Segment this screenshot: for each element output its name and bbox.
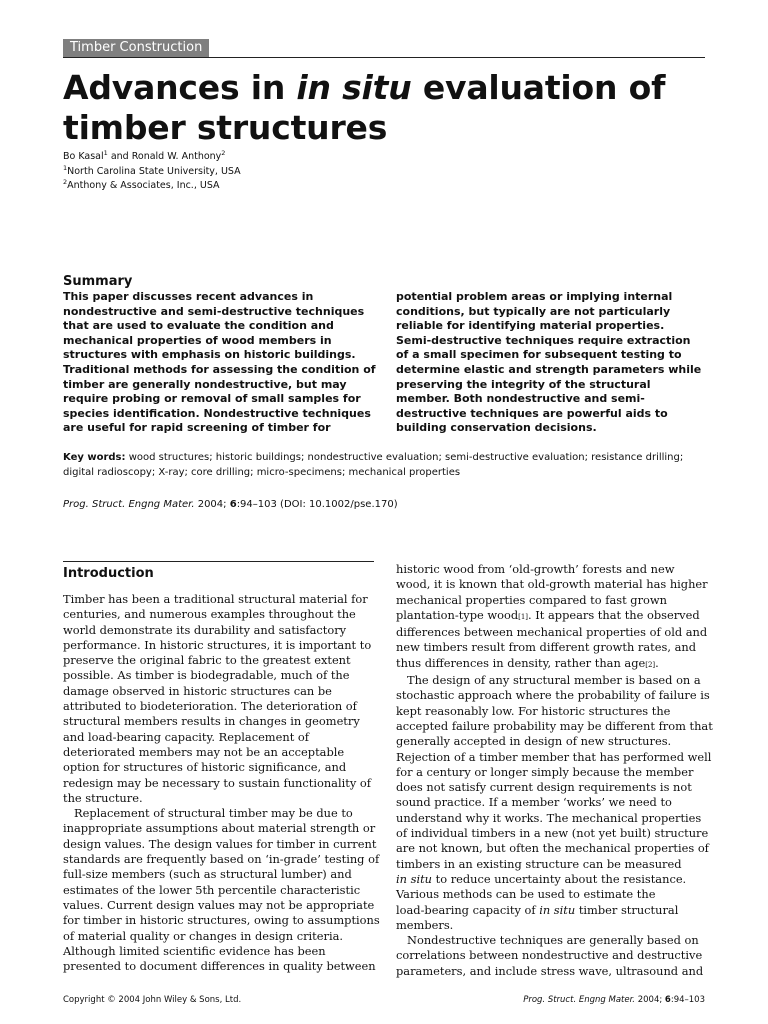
body-line: centuries, and numerous examples throughout the [63,607,356,622]
body-line: parameters, and include stress wave, ultrasound and [396,963,704,978]
body-line: of material quality or changes in design criteria. [63,928,344,943]
body-line: differences between mechanical properties of old and [396,625,708,640]
header-rule [63,57,705,58]
summary-line: This paper discusses recent advances in [63,290,314,303]
keywords-text-1: wood structures; historic buildings; nondestructive evaluation; semi-destructive evaluation; resistance drilling; [128,452,684,463]
title-part2: evaluation of [411,68,666,107]
body-italic: in situ [539,902,576,917]
body-segment: timber structural [575,902,679,917]
body-line: members. [396,917,454,932]
author-connector: and Ronald W. Anthony [107,151,222,162]
body-line: redesign may be necessary to sustain functionality of [63,775,371,790]
summary-line: timber are generally nondestructive, but may [63,377,347,391]
body-line: the structure. [63,790,143,805]
aff1-text: North Carolina State University, USA [67,166,241,177]
body-line: historic wood from ‘old-growth’ forests and new [396,562,675,576]
body-line: of individual timbers in a new (not yet built) structure [396,826,709,841]
article-title [63,68,723,148]
summary-line: Semi-destructive techniques require extraction [396,333,691,347]
body-line: understand why it works. The mechanical properties [396,810,702,825]
body-line: attributed to biodeterioration. The deterioration of [63,699,357,714]
section-tag: Timber Construction [63,39,209,57]
footer-journal: Prog. Struct. Engng Mater. [523,995,636,1005]
body-right-column [396,562,716,979]
body-segment: . [655,655,659,670]
footer-volume: 6 [664,995,671,1005]
body-line: Timber has been a traditional structural material for [63,592,368,606]
footer-year: 2004; [635,995,665,1005]
keywords-label: Key words: [63,452,126,463]
body-italic: in situ [396,871,433,886]
citation-pages: :94–103 (DOI: 10.1002/pse.170) [236,499,398,510]
body-left-column [63,592,383,974]
author-line [63,150,225,164]
summary-line: are useful for rapid screening of timber for [63,421,331,435]
body-line: Although limited scientific evidence has been [63,943,326,958]
aff2-text: Anthony & Associates, Inc., USA [67,180,220,191]
citation-ref: [1] [518,612,529,621]
body-line: performance. In historic structures, it is important to [63,637,372,652]
author2-sup: 2 [221,149,226,157]
affiliation-2 [63,179,220,193]
body-line: structural members results in changes in geometry [63,714,360,729]
body-line: design values. The design values for timber in current [63,836,377,851]
summary-line: potential problem areas or implying internal [396,290,673,303]
body-line: Replacement of structural timber may be due to [74,806,353,821]
body-line: estimates of the lower 5th percentile characteristic [63,882,361,897]
footer-pages: :94–103 [670,995,705,1005]
body-line: for timber in historic structures, owing to assumptions [63,913,380,928]
summary-line: species identification. Nondestructive techniques [63,406,371,420]
body-line: accepted failure probability may be different from that [396,718,713,733]
keywords-line-2: digital radioscopy; X-ray; core drilling; micro-specimens; mechanical properties [63,467,461,478]
citation-journal: Prog. Struct. Engng Mater. [63,499,195,510]
body-line: timbers in an existing structure can be measured [396,856,682,871]
body-line [396,656,716,673]
body-line: kept reasonably low. For historic structures the [396,703,671,718]
body-line: inappropriate assumptions about material strength or [63,821,376,836]
citation-year: 2004; [194,499,230,510]
body-line [396,903,716,918]
author1-sup: 1 [103,149,108,157]
aff2-num: 2 [63,178,68,186]
body-segment: load-bearing capacity of [396,902,540,917]
summary-line: mechanical properties of wood members in [63,333,332,347]
body-line: world demonstrate its durability and satisfactory [63,622,347,637]
body-line: new timbers result from different growth rates, and [396,640,696,655]
body-line: presented to document differences in quality between [63,959,376,974]
author1: Bo Kasal [63,151,104,162]
title-part1: Advances in [63,68,297,107]
summary-line: member. Both nondestructive and semi- [396,392,645,406]
summary-line: nondestructive and semi-destructive techniques [63,304,365,318]
summary-line: that are used to evaluate the condition and [63,319,334,333]
body-line: damage observed in historic structures can be [63,683,332,698]
body-line: preserve the original fabric to the greatest extent [63,653,351,668]
body-line: generally accepted in design of new structures. [396,734,672,749]
summary-line: require probing or removal of small samples for [63,392,361,406]
affiliation-1 [63,165,241,179]
body-line [396,608,716,625]
summary-right-column [396,290,706,436]
body-segment: plantation-type wood [396,607,519,622]
body-line: full-size members (such as structural lumber) and [63,867,352,882]
body-line: correlations between nondestructive and destructive [396,948,703,963]
keywords [63,450,713,480]
footer-copyright: Copyright © 2004 John Wiley & Sons, Ltd. [63,995,242,1005]
body-line: Rejection of a timber member that has performed well [396,749,712,764]
summary-line: destructive techniques are powerful aids to [396,406,668,420]
body-line: are not known, but often the mechanical properties of [396,841,709,856]
body-line: option for structures of historic significance, and [63,760,347,775]
section-rule [63,561,374,562]
body-line: for a century or longer simply because the member [396,764,694,779]
citation [63,498,398,512]
introduction-heading: Introduction [63,566,154,581]
summary-heading: Summary [63,274,133,289]
body-line: Nondestructive techniques are generally based on [407,933,699,948]
citation-ref: [2] [645,660,656,669]
aff1-num: 1 [63,164,68,172]
summary-line: Traditional methods for assessing the condition of [63,362,376,376]
body-line: sound practice. If a member ‘works’ we need to [396,795,672,810]
body-line: and load-bearing capacity. Replacement of [63,729,309,744]
body-line: possible. As timber is biodegradable, much of the [63,668,350,683]
body-segment: thus differences in density, rather than age [396,655,646,670]
body-line: The design of any structural member is based on a [407,673,701,688]
summary-left-column [63,290,376,436]
body-line [396,872,716,887]
body-line: standards are frequently based on ‘in-grade’ testing of [63,852,380,867]
keywords-line-1 [63,450,713,465]
body-segment: to reduce uncertainty about the resistance. [432,871,687,886]
body-line: Various methods can be used to estimate the [396,887,656,902]
summary-line: structures with emphasis on historic buildings. [63,348,356,362]
summary-line: of a small specimen for subsequent testing to [396,348,682,362]
body-segment: . It appears that the observed [528,607,700,622]
footer-citation [523,994,705,1006]
body-line: wood, it is known that old-growth material has higher [396,577,708,592]
body-line: mechanical properties compared to fast grown [396,592,667,607]
summary-line: conditions, but typically are not particularly [396,304,671,318]
summary-line: preserving the integrity of the structural [396,377,651,391]
title-line2: timber structures [63,108,388,147]
body-line: does not satisfy current design requirements is not [396,780,692,795]
summary-line: reliable for identifying material properties. [396,319,665,333]
citation-volume: 6 [229,499,237,510]
title-italic: in situ [296,68,412,107]
body-line: values. Current design values may not be appropriate [63,897,375,912]
summary-line: building conservation decisions. [396,421,597,435]
summary-line: determine elastic and strength parameters while [396,362,702,376]
body-line: stochastic approach where the probability of failure is [396,688,710,703]
body-line: deteriorated members may not be an acceptable [63,744,345,759]
